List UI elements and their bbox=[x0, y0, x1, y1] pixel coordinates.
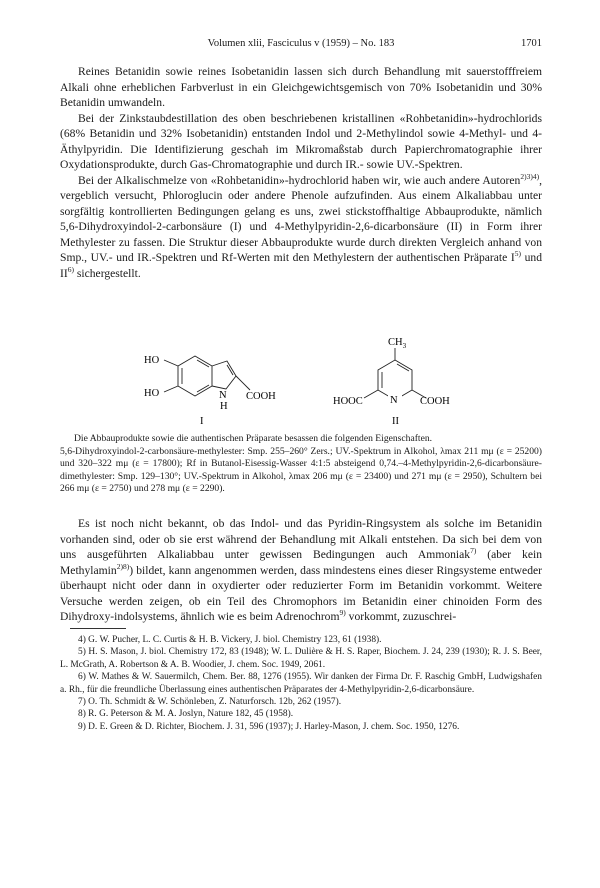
paragraph-3: Bei der Alkalischmelze von «Rohbetanidin»-hydrochlorid haben wir, wie auch andere Autoren$^{2)3)4)}$, vergeblich versucht, Phloroglucin oder andere Phenole aufzufinden. Aus einem Alkaliabbau unter sorgfältig kontrollierten Bedingungen gelang es uns, zwei stickstoffhaltige Abbauprodukte, nämlich 5,6-Dihydroxyindol-2-carbonsäure (I) und 4-Methylpyridin-2,6-dicarbonsäure (II) in Form ihrer Methylester zu fassen. Die Struktur dieser Abbauprodukte wurde durch direkten Vergleich anhand von Smp., UV.- und IR.-Spektren und Rf-Werten mit den Methylestern der authentischen Präparate $I^{5)}$ und II$^{6)}$ sichergestellt. bbox=[60, 171, 543, 280]
footnote-8: 8) R. G. Peterson & M. A. Joslyn, Nature 182, 45 (1958). bbox=[78, 709, 294, 720]
footnote-9: 9) D. E. Green & D. Richter, Biochem. J. 31, 596 (1937); J. Harley-Mason, J. chem. Soc. 1950, 1276. bbox=[78, 721, 460, 732]
footnote-4: 4) G. W. Pucher, L. C. Curtis & H. B. Vickery, J. biol. Chemistry 123, 61 (1938). bbox=[78, 635, 382, 645]
ch3-label: $CH_3$ bbox=[388, 338, 407, 350]
paragraph-1: Reines Betanidin sowie reines Isobetanidin lassen sich durch Behandlung mit sauerstofffreiem Alkali ohne erheblichen Farbverlust in ein Gleichgewichtsgemisch von 70% Isobetanidin und 30% Betanidin umwandeln. bbox=[60, 65, 542, 109]
structure-label-ii: II bbox=[392, 416, 399, 427]
ho-top-label: HO bbox=[144, 355, 160, 366]
pyridine-n-label: N bbox=[390, 395, 398, 406]
indole-structure-bonds bbox=[164, 356, 250, 396]
paragraph-2: Bei der Zinkstaubdestillation des oben beschriebenen kristallinen «Rohbetanidin»-hydrochlorids (68% Betanidin und 32% Isobetanidin) entstanden Indol und 2-Methylindol sowie 4-Methyl- und 4-Äthylpyridin. Die Identifizierung geschah im Mikromaßstab durch Papierchromatographie ihrer Oxydationsprodukte, durch Gas-Chromatographie und durch IR.- sowie UV.-Spektren. bbox=[60, 111, 542, 171]
footnotes bbox=[60, 634, 542, 733]
body-text-top bbox=[60, 64, 542, 281]
running-head: Volumen xlii, Fasciculus v (1959) – No. 183 bbox=[207, 38, 395, 49]
footnote-6: 6) W. Mathes & W. Sauermilch, Chem. Ber. 88, 1276 (1955). Wir danken der Firma Dr. F. Raschig GmbH, Ludwigshafen a. Rh., für die freundliche Überlassung eines authentischen Präparates der 4-Methylpyridin-2,6-dicarbonsäure. bbox=[60, 672, 542, 695]
footnote-7: 7) O. Th. Schmidt & W. Schönleben, Z. Naturforsch. 12b, 262 (1957). bbox=[78, 697, 342, 708]
caption-line-1: Die Abbauprodukte sowie die authentischen Präparate besassen die folgenden Eigenschaften. bbox=[74, 433, 433, 444]
page-header bbox=[60, 38, 542, 54]
page-number: 1701 bbox=[521, 38, 542, 49]
footnote-rule bbox=[70, 628, 126, 629]
indole-cooh-label: COOH bbox=[246, 391, 276, 402]
footnote-5: 5) H. S. Mason, J. biol. Chemistry 172, 83 (1948); W. L. Dulière & H. S. Raper, Biochem. J. 24, 239 (1930); R. J. S. Beer, L. McGrath, A. Robertson & A. B. Woodier, J. chem. Soc. 1949, 2061. bbox=[60, 647, 542, 670]
pyridine-structure-bonds bbox=[364, 348, 426, 400]
caption-line-2: 5,6-Dihydroxyindol-2-carbonsäure-methylester: Smp. 255–260° Zers.; UV.-Spektrum in Alkohol, λmax 211 mμ (ε = 25200) und 320–322 mμ (ε = 17800); Rf in Butanol-Eisessig-Wasser 4:1:5 absteigend 0,74.–4-Methylpyridin-2,6-dicarbonsäure-dimethylester: Smp. 129–130°; UV.-Spektrum in Alkohol, λmax 206 mμ (ε = 23400) und 271 mμ (ε = 2950), Schultern bei 266 mμ (ε = 2750) und 278 mμ (ε = 2290). bbox=[60, 445, 542, 495]
indole-n-label: N bbox=[219, 390, 227, 401]
body-text-bottom bbox=[60, 516, 542, 625]
structure-label-i: I bbox=[200, 416, 204, 427]
paragraph-4: Es ist noch nicht bekannt, ob das Indol- und das Pyridin-Ringsystem als solche im Betanidin vorhanden sind, oder ob sie erst während der Behandlung mit Alkali entstehen. Da sich bei dem von uns ausgeführten Alkaliabbau unter gewissen Bedingungen auch Ammoniak$^{7)}$ (aber kein Methylamin$^{2)8)}$) bildet, kann angenommen werden, dass mindestens eines dieser Ringsysteme entweder überhaupt nicht oder dann in oxydierter oder reduzierter Form im Betanidin vorkommt. Weitere Versuche werden zeigen, ob ein Teil des Chromophors im Betanidin einer chinoiden Form des Dihydroxy-indolsystems, ähnlich wie es beim Adrenochrom$^{9)}$ vorkommt, zuzuschrei- bbox=[60, 517, 542, 623]
pyridine-hooc-label: HOOC bbox=[333, 396, 363, 407]
pyridine-cooh-label: COOH bbox=[420, 396, 450, 407]
indole-h-label: H bbox=[220, 401, 228, 412]
structure-caption bbox=[60, 433, 542, 496]
chemical-structures bbox=[60, 338, 542, 428]
ho-bottom-label: HO bbox=[144, 388, 160, 399]
structure-drawings bbox=[60, 338, 542, 428]
